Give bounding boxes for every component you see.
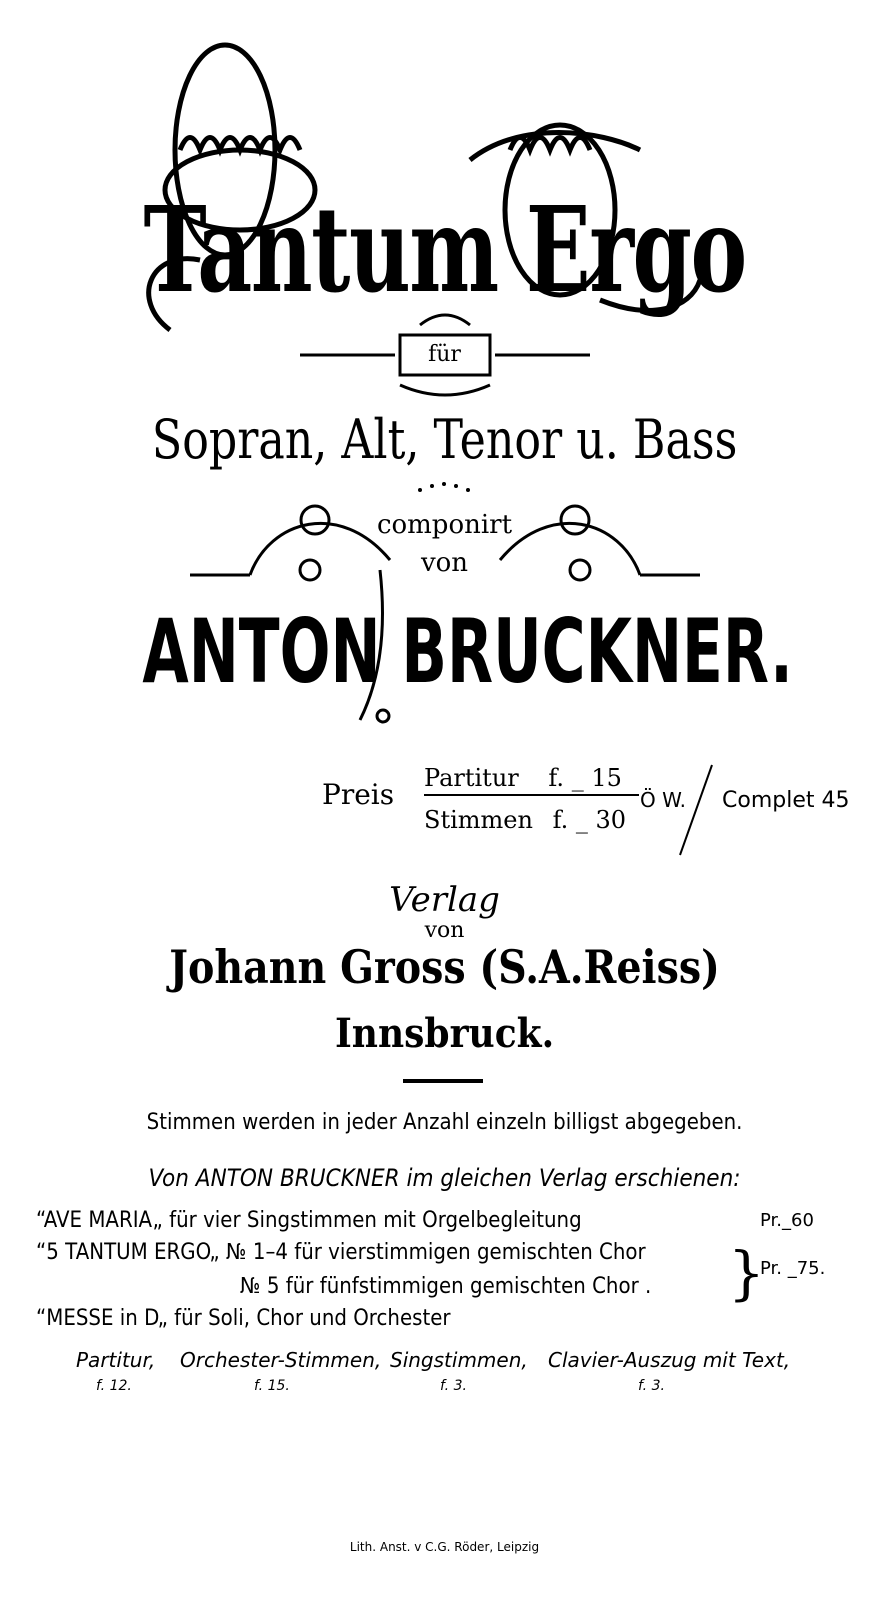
sub-item-price: f. 3. [440,1378,467,1394]
price-ow: Ö W. [640,788,686,812]
divider [403,1079,483,1083]
sub-item-label: Partitur, [76,1348,156,1372]
price-complete: Complet 45 [722,788,850,813]
price-label: Preis [322,778,395,811]
catalogue-price: Pr. _75. [760,1258,826,1279]
fuer-label: für [428,342,461,367]
sub-item-price: f. 12. [96,1378,132,1394]
price-currency: f. [548,764,565,792]
sub-item-label: Singstimmen, [390,1348,528,1372]
price-item: Partitur [424,764,519,792]
price-row-partitur: Partitur f. _ 15 [424,764,639,796]
publisher-city: Innsbruck. [334,1010,555,1057]
price-row-stimmen: Stimmen f. _ 30 [424,806,627,834]
publisher-name: Johann Gross (S.A.Reiss) [169,940,720,994]
voices-line: Sopran, Alt, Tenor u. Bass [151,408,738,471]
imprint-text: Lith. Anst. v C.G. Röder, Leipzig [349,1540,540,1554]
price-currency: f. [552,806,569,834]
price-amount: 15 [591,764,622,792]
von-label: von [420,548,469,578]
catalogue-price: Pr._60 [760,1210,814,1231]
verlag-label: Verlag [389,880,500,920]
price-item: Stimmen [424,806,533,834]
sub-item-price: f. 15. [254,1378,290,1394]
catalogue-heading: Von ANTON BRUCKNER im gleichen Verlag erschienen: [148,1164,741,1192]
brace-glyph: } [728,1239,765,1307]
composer-name: ANTON BRUCKNER. [142,600,793,703]
sub-item-label: Clavier-Auszug mit Text, [548,1348,791,1372]
price-amount: 30 [595,806,627,834]
catalogue-item: “5 TANTUM ERGO„ № 1–4 für vierstimmigen gemischten Chor [36,1240,646,1265]
page-title: Tantum Ergo [143,180,746,319]
sub-item-label: Orchester-Stimmen, [180,1348,382,1372]
catalogue-item: № 5 für fünfstimmigen gemischten Chor . [240,1274,652,1299]
sub-item-price: f. 3. [638,1378,665,1394]
catalogue-item: “MESSE in D„ für Soli, Chor und Orchester [36,1306,451,1331]
componirt-label: componirt [376,510,513,540]
catalogue-item: “AVE MARIA„ für vier Singstimmen mit Orgelbegleitung [36,1208,582,1233]
publisher-von: von [424,918,465,943]
notice-text: Stimmen werden in jeder Anzahl einzeln billigst abgegeben. [146,1110,743,1135]
